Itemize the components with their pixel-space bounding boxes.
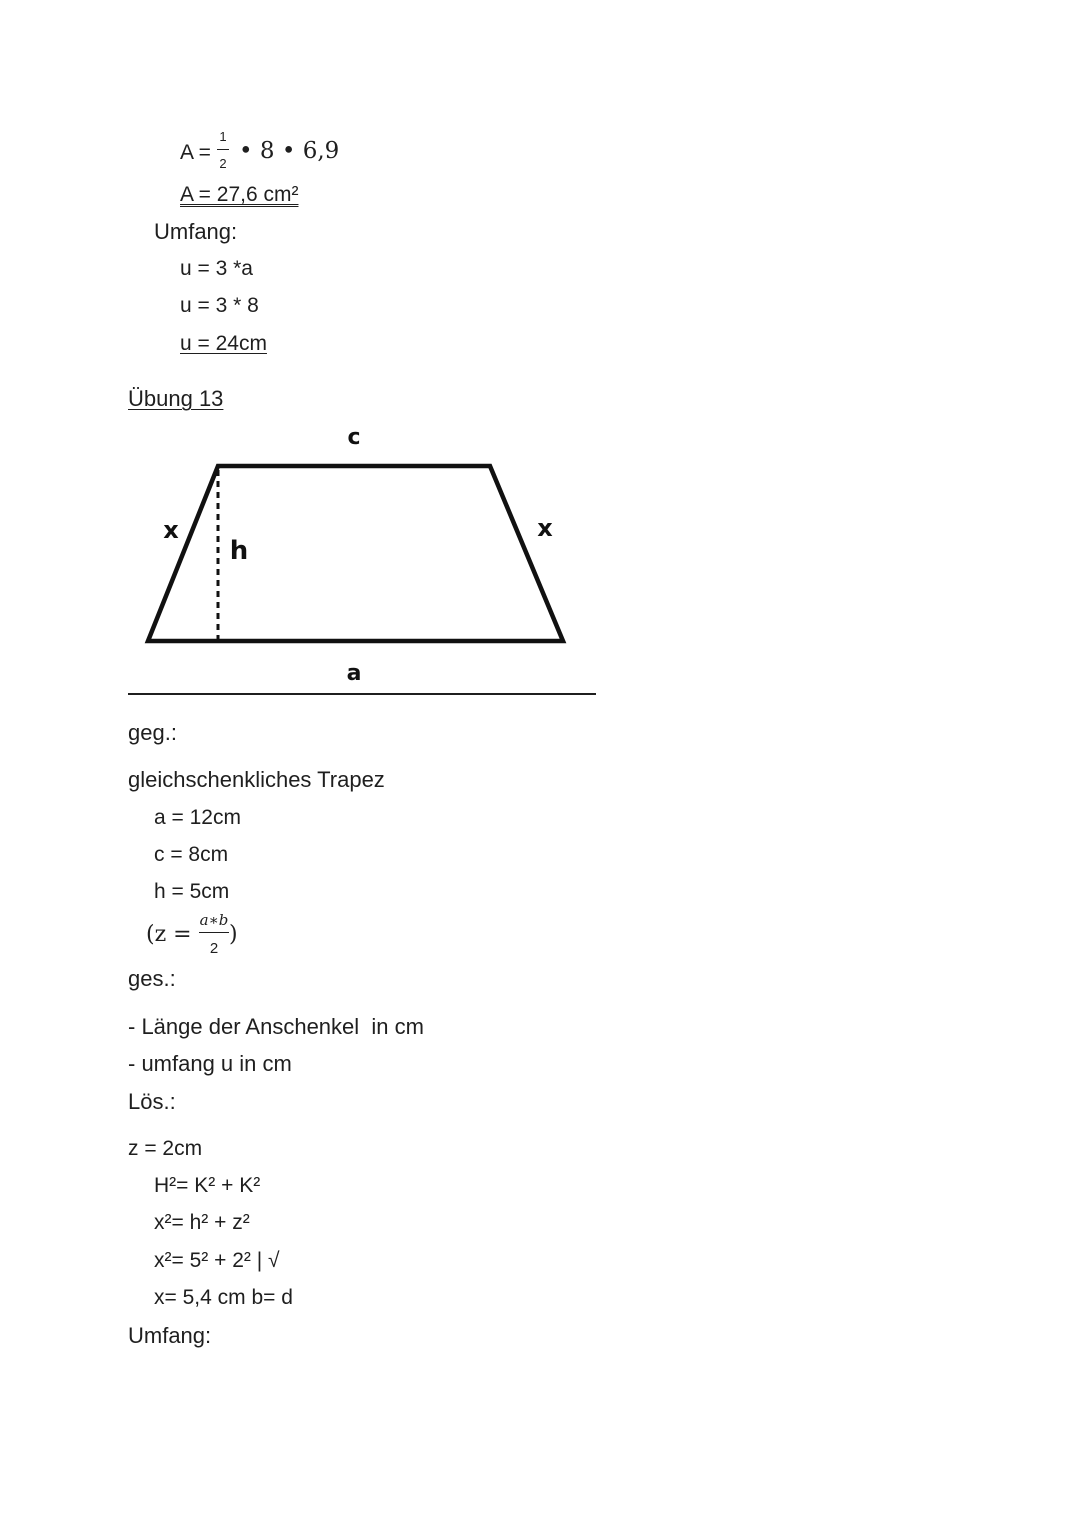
area-fraction-denominator: 2	[219, 156, 227, 171]
label-h: h	[229, 536, 249, 566]
given-heading: geg.:	[128, 720, 177, 745]
solution-step-3: x²= 5² + 2² | √	[154, 1249, 280, 1272]
z-formula-bar	[199, 932, 229, 933]
sought-item-1: - Länge der Anschenkel in cm	[128, 1014, 424, 1039]
given-value-c: c = 8cm	[154, 843, 229, 866]
z-formula-numerator: a∗b	[199, 911, 229, 929]
area-result: A = 27,6 cm²	[180, 183, 299, 206]
area-fraction-numerator: 1	[219, 129, 227, 144]
umfang-heading: Umfang:	[154, 219, 238, 244]
umfang-line-2: u = 3 * 8	[180, 294, 259, 317]
exercise-title: Übung 13	[128, 386, 224, 411]
trapezoid-diagram	[128, 418, 598, 688]
solution-z-value: z = 2cm	[128, 1137, 203, 1160]
given-shape: gleichschenkliches Trapez	[128, 767, 385, 792]
area-formula-prefix: A =	[180, 141, 211, 164]
trapezoid-shape	[148, 466, 563, 641]
given-value-h: h = 5cm	[154, 880, 230, 903]
sought-item-2: - umfang u in cm	[128, 1051, 292, 1076]
area-formula-rest: • 8 • 6,9	[239, 138, 340, 164]
solution-heading: Lös.:	[128, 1089, 176, 1114]
label-x-left: x	[163, 516, 179, 544]
solution-step-1: H²= K² + K²	[154, 1174, 261, 1197]
sought-heading: ges.:	[128, 966, 176, 991]
label-x-right: x	[537, 514, 553, 542]
label-a: a	[346, 661, 362, 686]
area-fraction-bar	[217, 149, 229, 150]
solution-umfang-heading: Umfang:	[128, 1323, 212, 1348]
label-c: c	[347, 425, 361, 450]
divider-line	[128, 693, 596, 695]
solution-step-4: x= 5,4 cm b= d	[154, 1286, 293, 1309]
z-formula-denominator: 2	[209, 940, 219, 957]
umfang-line-1: u = 3 *a	[180, 257, 253, 280]
umfang-result: u = 24cm	[180, 332, 267, 355]
z-formula-close: )	[229, 922, 238, 947]
solution-step-2: x²= h² + z²	[154, 1211, 250, 1234]
given-value-a: a = 12cm	[154, 806, 241, 829]
z-formula-open: (z =	[146, 922, 192, 947]
